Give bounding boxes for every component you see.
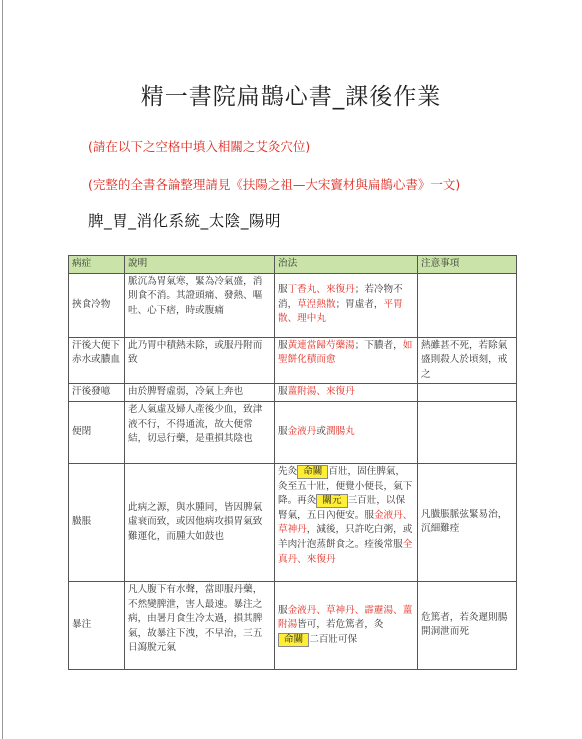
description-cell: 老人氣虛及婦人產後少血，致津液不行，不得通流，故大便常結，切忌行藥，是重損其陰也 xyxy=(125,401,275,463)
remedy-text: 潤腸丸 xyxy=(325,426,355,438)
treatment-cell xyxy=(275,273,418,337)
acupoint-highlight: 關元 xyxy=(316,494,347,508)
document-title: 精一書院扁鵲心書_課後作業 xyxy=(140,84,442,110)
treatment-text: 百壯，固住脾氣，灸至五十壯，便覺小便長，氣下降。再灸 xyxy=(278,465,413,507)
remedy-text: 如聖餅化積而愈 xyxy=(278,339,413,366)
treatment-table xyxy=(68,255,517,670)
treatment-cell xyxy=(275,337,418,384)
table-row xyxy=(69,337,517,384)
table-row xyxy=(69,273,517,337)
treatment-text: ；胃虛者， xyxy=(335,298,384,310)
reference-note: (完整的全書各論整理請見《扶陽之祖—大宋竇材與扁鵲心書》一文) xyxy=(88,177,461,192)
notes-cell xyxy=(418,401,517,463)
notes-cell: 熱雖甚不死，若除氣盛則殺人於頃刻，戒之 xyxy=(418,337,517,384)
description-cell: 脈沉為胃氣寒，緊為冷氣盛，消則食不消。其證頭痛、發熱、嘔吐、心下痞，時或腹痛 xyxy=(125,273,275,337)
notes-cell xyxy=(418,384,517,402)
treatment-text: 服 xyxy=(278,339,288,351)
treatment-text: 服 xyxy=(278,284,288,296)
remedy-text: 薑附湯、來復丹 xyxy=(287,386,355,398)
treatment-text: 服 xyxy=(278,426,288,438)
treatment-text: ；下膿者， xyxy=(354,339,403,351)
disease-cell: 汗後大便下赤水或膿血 xyxy=(69,337,125,384)
treatment-text: 先灸 xyxy=(278,465,298,477)
remedy-text: 金液丹 xyxy=(287,426,317,438)
remedy-text: 金液丹、草神丹、霹靂湯、薑附湯 xyxy=(278,604,413,631)
remedy-text: 金液丹、草神丹 xyxy=(278,509,413,536)
description-cell: 由於脾腎虛弱，冷氣上奔也 xyxy=(125,384,275,402)
disease-cell: 便閉 xyxy=(69,401,125,463)
header-disease: 病症 xyxy=(69,256,125,274)
header-treatment: 治法 xyxy=(275,256,418,274)
table-row xyxy=(69,581,517,669)
disease-cell: 挾食冷物 xyxy=(69,273,125,337)
treatment-cell xyxy=(275,384,418,402)
notes-cell: 凡臌脹脈弦緊易治，沉細難痊 xyxy=(418,463,517,581)
disease-cell: 臌脹 xyxy=(69,463,125,581)
remedy-text: 丁香丸、來復丹 xyxy=(287,284,355,296)
treatment-text: 或 xyxy=(316,426,326,438)
description-cell: 此病之源，與水腫同，皆因脾氣虛衰而致，或因他病攻損胃氣致難運化，而腫大如鼓也 xyxy=(125,463,275,581)
treatment-cell xyxy=(275,463,418,581)
table-row xyxy=(69,384,517,402)
notes-cell xyxy=(418,273,517,337)
section-heading: 脾_胃_消化系統_太陰_陽明 xyxy=(88,212,282,230)
table-header-row xyxy=(69,256,517,274)
treatment-text: 二百壯可保 xyxy=(309,633,358,645)
acupoint-highlight: 命關 xyxy=(278,633,309,647)
treatment-text: 服 xyxy=(278,386,288,398)
remedy-text: 平胃散、理中丸 xyxy=(278,298,403,325)
disease-cell: 暴注 xyxy=(69,581,125,669)
treatment-cell xyxy=(275,401,418,463)
remedy-text: 草湼熱散 xyxy=(297,298,336,310)
header-notes: 注意事項 xyxy=(418,256,517,274)
table-row xyxy=(69,401,517,463)
treatment-text: ；若冷物不消， xyxy=(278,284,403,310)
acupoint-highlight: 命關 xyxy=(297,465,328,479)
header-description: 說明 xyxy=(125,256,275,274)
description-cell: 凡人腹下有水聲，當即服丹藥，不然變脾泄，害人最速。暴注之病，由暑月食生冷太過，損其脾氣，故暴注下洩，不早治，三五日瀉脫元氣 xyxy=(125,581,275,669)
disease-cell: 汗後發噫 xyxy=(69,384,125,402)
remedy-text: 黃連當歸芍藥湯 xyxy=(287,339,355,351)
notes-cell: 危篤者，若灸遲則腸開洞泄而死 xyxy=(418,581,517,669)
treatment-text: 三百壯，以保腎氣，五日內便安。服 xyxy=(278,495,406,521)
table-row xyxy=(69,463,517,581)
treatment-cell xyxy=(275,581,418,669)
remedy-text: 全真丹、來復丹 xyxy=(278,538,413,565)
treatment-text: 服 xyxy=(278,604,288,616)
description-cell: 此乃胃中積熱未除，或服丹附而致 xyxy=(125,337,275,384)
treatment-text: ，減後，只許吃白粥，或羊肉汁泡蒸餅食之。痊後常服 xyxy=(278,524,413,550)
instruction-note: (請在以下之空格中填入相關之艾灸穴位) xyxy=(88,139,311,154)
treatment-text: 皆可，若危篤者，灸 xyxy=(297,619,384,631)
